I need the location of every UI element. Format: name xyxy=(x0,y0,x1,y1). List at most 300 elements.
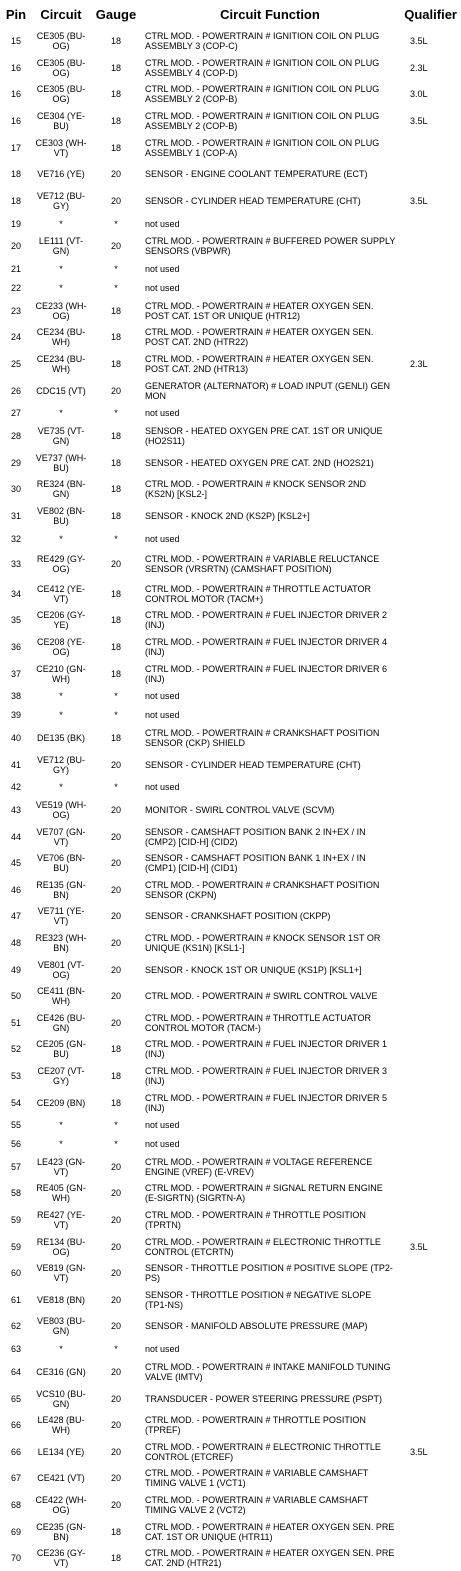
circuit-cell: VE735 (VT-GN) xyxy=(37,425,85,446)
circuit-cell: RE135 (GN-BN) xyxy=(36,879,86,900)
circuit-cell: RE134 (BU-OG) xyxy=(36,1236,86,1257)
qualifier-cell xyxy=(398,502,461,529)
pin-cell: 48 xyxy=(10,937,21,948)
circuit-cell: RE429 (GY-OG) xyxy=(36,554,86,575)
circuit-cell: RE324 (BN-GN) xyxy=(36,479,86,500)
function-cell: CTRL MOD. - POWERTRAIN # THROTTLE POSITION (TPRTN) xyxy=(145,1210,366,1231)
qualifier-cell xyxy=(398,449,461,476)
qualifier-cell xyxy=(398,1036,461,1063)
circuit-cell: VE801 (VT-OG) xyxy=(37,959,85,980)
circuit-cell: CE209 (BN) xyxy=(36,1097,86,1108)
table-row xyxy=(0,476,461,503)
function-cell: not used xyxy=(145,408,180,419)
gauge-cell: * xyxy=(114,1139,118,1150)
pin-cell: 62 xyxy=(10,1321,21,1332)
qualifier-cell: 3.0L xyxy=(410,89,428,100)
qualifier-cell xyxy=(398,956,461,983)
table-row xyxy=(0,1359,461,1386)
table-row xyxy=(0,751,461,778)
function-cell: SENSOR - HEATED OXYGEN PRE CAT. 1ST OR UNIQUE (HO2S11) xyxy=(145,425,383,446)
qualifier-cell xyxy=(398,1063,461,1090)
circuit-cell: RE427 (YE-VT) xyxy=(36,1210,86,1231)
gauge-cell: 18 xyxy=(110,62,121,73)
circuit-cell: CE208 (YE-OG) xyxy=(36,636,86,657)
function-cell: CTRL MOD. - POWERTRAIN # FUEL INJECTOR DRIVER 2 (INJ) xyxy=(145,610,388,631)
table-row xyxy=(0,1233,461,1260)
gauge-cell: 20 xyxy=(110,759,121,770)
function-cell: CTRL MOD. - POWERTRAIN # VARIABLE RELUCTANCE SENSOR (VRSRTN) (CAMSHAFT POSITION) xyxy=(145,554,380,575)
circuit-cell: CE305 (BU-OG) xyxy=(36,84,86,105)
table-row xyxy=(0,1063,461,1090)
pin-cell: 36 xyxy=(10,641,21,652)
qualifier-cell xyxy=(398,823,461,850)
function-cell: CTRL MOD. - POWERTRAIN # HEATER OXYGEN SEN. POST CAT. 1ST OR UNIQUE (HTR12) xyxy=(145,300,374,321)
circuit-column-header: Circuit xyxy=(40,6,82,22)
qualifier-cell xyxy=(398,548,461,581)
pin-cell: 27 xyxy=(10,408,21,419)
gauge-cell: 20 xyxy=(110,964,121,975)
function-cell: SENSOR - CAMSHAFT POSITION BANK 1 IN+EX / IN (CMP1) [CID-H] (CID1) xyxy=(145,853,366,874)
table-row xyxy=(0,404,461,423)
table-row xyxy=(0,55,461,82)
circuit-cell: * xyxy=(59,782,63,793)
pin-cell: 51 xyxy=(10,1017,21,1028)
function-cell: CTRL MOD. - POWERTRAIN # IGNITION COIL ON PLUG ASSEMBLY 1 (COP-A) xyxy=(145,137,380,158)
gauge-cell: 20 xyxy=(110,559,121,570)
pin-cell: 47 xyxy=(10,911,21,922)
table-row xyxy=(0,548,461,581)
circuit-cell: CE235 (GN-BN) xyxy=(36,1521,86,1542)
pin-cell: 26 xyxy=(10,385,21,396)
gauge-cell: 20 xyxy=(110,1161,121,1172)
pin-cell: 50 xyxy=(10,991,21,1002)
table-row xyxy=(0,1154,461,1181)
circuit-cell: VE737 (WH-BU) xyxy=(35,452,87,473)
table-row xyxy=(0,351,461,378)
table-row xyxy=(0,260,461,279)
pin-cell: 33 xyxy=(10,559,21,570)
pin-cell: 66 xyxy=(10,1420,21,1431)
table-row xyxy=(0,903,461,930)
gauge-cell: 18 xyxy=(110,668,121,679)
qualifier-cell xyxy=(398,930,461,957)
gauge-cell: * xyxy=(114,264,118,275)
function-cell: CTRL MOD. - POWERTRAIN # SWIRL CONTROL VALVE xyxy=(145,991,378,1002)
table-row xyxy=(0,81,461,108)
gauge-cell: 18 xyxy=(110,1526,121,1537)
table-row xyxy=(0,956,461,983)
circuit-cell: CE205 (GN-BU) xyxy=(36,1039,86,1060)
table-row xyxy=(0,28,461,55)
function-cell: CTRL MOD. - POWERTRAIN # IGNITION COIL ON PLUG ASSEMBLY 4 (COP-D) xyxy=(145,57,380,78)
qualifier-cell xyxy=(398,983,461,1010)
function-cell: not used xyxy=(145,264,180,275)
pin-cell: 37 xyxy=(10,668,21,679)
qualifier-cell xyxy=(398,706,461,725)
circuit-cell: CE304 (YE-BU) xyxy=(36,111,86,132)
header-row xyxy=(0,0,461,28)
pin-cell: 67 xyxy=(10,1473,21,1484)
table-row xyxy=(0,188,461,215)
gauge-column-header: Gauge xyxy=(95,6,137,22)
function-cell: CTRL MOD. - POWERTRAIN # SIGNAL RETURN ENGINE (E-SIGRTN) (SIGRTN-A) xyxy=(145,1183,383,1204)
gauge-cell: 18 xyxy=(110,588,121,599)
qualifier-cell xyxy=(398,377,461,404)
gauge-cell: 20 xyxy=(110,884,121,895)
table-header xyxy=(0,0,461,28)
table-row xyxy=(0,1545,461,1571)
function-cell: CTRL MOD. - POWERTRAIN # HEATER OXYGEN SEN. POST CAT. 2ND (HTR13) xyxy=(145,353,374,374)
table-row xyxy=(0,1313,461,1340)
function-cell: CTRL MOD. - POWERTRAIN # FUEL INJECTOR DRIVER 4 (INJ) xyxy=(145,636,388,657)
pin-cell: 42 xyxy=(10,782,21,793)
function-cell: CTRL MOD. - POWERTRAIN # HEATER OXYGEN SEN. POST CAT. 2ND (HTR22) xyxy=(145,327,374,348)
pin-cell: 54 xyxy=(10,1097,21,1108)
circuit-cell: * xyxy=(59,282,63,293)
qualifier-cell xyxy=(398,1287,461,1314)
table-row xyxy=(0,297,461,324)
circuit-cell: CE303 (WH-VT) xyxy=(35,137,87,158)
qualifier-cell xyxy=(398,1116,461,1135)
gauge-cell: 20 xyxy=(110,1473,121,1484)
qualifier-cell xyxy=(398,260,461,279)
circuit-cell: CE316 (GN) xyxy=(36,1366,86,1377)
table-row xyxy=(0,502,461,529)
qualifier-cell xyxy=(398,214,461,233)
function-cell: CTRL MOD. - POWERTRAIN # KNOCK SENSOR 2ND (KS2N) [KSL2-] xyxy=(145,479,367,500)
pin-cell: 59 xyxy=(10,1241,21,1252)
gauge-cell: 18 xyxy=(110,732,121,743)
qualifier-cell xyxy=(398,778,461,797)
circuit-cell: CE422 (WH-OG) xyxy=(35,1494,87,1515)
table-row xyxy=(0,1492,461,1519)
gauge-cell: 18 xyxy=(110,116,121,127)
circuit-cell: VE716 (YE) xyxy=(37,169,85,180)
pin-cell: 45 xyxy=(10,858,21,869)
pin-cell: 41 xyxy=(10,759,21,770)
function-cell: SENSOR - KNOCK 1ST OR UNIQUE (KS1P) [KSL1+] xyxy=(145,964,362,975)
circuit-cell: CE234 (BU-WH) xyxy=(36,327,86,348)
pin-cell: 63 xyxy=(10,1344,21,1355)
circuit-cell: CE207 (VT-GY) xyxy=(37,1065,85,1086)
function-cell: CTRL MOD. - POWERTRAIN # BUFFERED POWER SUPPLY SENSORS (VBPWR) xyxy=(145,236,396,257)
pin-cell: 38 xyxy=(10,691,21,702)
pin-cell: 32 xyxy=(10,533,21,544)
gauge-cell: 20 xyxy=(110,804,121,815)
qualifier-cell xyxy=(398,134,461,161)
pin-cell: 55 xyxy=(10,1120,21,1131)
circuit-cell: VE707 (GN-VT) xyxy=(36,826,86,847)
gauge-cell: 20 xyxy=(110,831,121,842)
function-cell: not used xyxy=(145,282,180,293)
circuit-cell: * xyxy=(59,264,63,275)
table-row xyxy=(0,778,461,797)
circuit-cell: VE818 (BN) xyxy=(36,1294,86,1305)
gauge-cell: * xyxy=(114,1120,118,1131)
qualifier-cell xyxy=(398,1359,461,1386)
circuit-cell: * xyxy=(59,218,63,229)
pin-cell: 40 xyxy=(10,732,21,743)
qualifier-cell xyxy=(398,161,461,188)
gauge-cell: 18 xyxy=(110,89,121,100)
qualifier-cell xyxy=(398,1089,461,1116)
circuit-cell: * xyxy=(59,1139,63,1150)
gauge-cell: 18 xyxy=(110,430,121,441)
circuit-cell: CE305 (BU-OG) xyxy=(36,57,86,78)
circuit-cell: CE206 (GY-YE) xyxy=(36,610,86,631)
gauge-cell: 20 xyxy=(110,169,121,180)
gauge-cell: 20 xyxy=(110,1446,121,1457)
gauge-cell: 20 xyxy=(110,241,121,252)
circuit-cell: VE803 (BU-GN) xyxy=(36,1316,86,1337)
qualifier-cell xyxy=(398,1340,461,1359)
qualifier-cell: 3.5L xyxy=(410,116,428,127)
table-row xyxy=(0,134,461,161)
pin-cell: 22 xyxy=(10,282,21,293)
pin-cell: 25 xyxy=(10,358,21,369)
function-cell: CTRL MOD. - POWERTRAIN # INTAKE MANIFOLD TUNING VALVE (IMTV) xyxy=(145,1361,391,1382)
gauge-cell: 18 xyxy=(110,641,121,652)
gauge-cell: 18 xyxy=(110,305,121,316)
circuit-cell: VE819 (GN-VT) xyxy=(36,1263,86,1284)
function-cell: SENSOR - CYLINDER HEAD TEMPERATURE (CHT) xyxy=(145,759,361,770)
pin-cell: 57 xyxy=(10,1161,21,1172)
qualifier-cell xyxy=(398,1180,461,1207)
gauge-cell: * xyxy=(114,533,118,544)
pin-cell: 39 xyxy=(10,710,21,721)
table-row xyxy=(0,449,461,476)
gauge-cell: 20 xyxy=(110,1499,121,1510)
function-cell: not used xyxy=(145,218,180,229)
table-row xyxy=(0,377,461,404)
function-cell: not used xyxy=(145,1344,180,1355)
circuit-cell: * xyxy=(59,691,63,702)
gauge-cell: * xyxy=(114,218,118,229)
table-row xyxy=(0,706,461,725)
table-row xyxy=(0,1135,461,1154)
gauge-cell: 18 xyxy=(110,1097,121,1108)
function-cell: SENSOR - MANIFOLD ABSOLUTE PRESSURE (MAP) xyxy=(145,1321,368,1332)
qualifier-cell: 3.5L xyxy=(410,1241,428,1252)
table-row xyxy=(0,161,461,188)
pin-cell: 23 xyxy=(10,305,21,316)
qualifier-cell xyxy=(398,423,461,450)
table-row xyxy=(0,634,461,661)
circuit-cell: * xyxy=(59,533,63,544)
qualifier-cell: 3.5L xyxy=(410,195,428,206)
qualifier-cell xyxy=(398,404,461,423)
circuit-cell: VCS10 (BU-GN) xyxy=(36,1388,86,1409)
gauge-cell: 20 xyxy=(110,1268,121,1279)
table-row xyxy=(0,1465,461,1492)
gauge-cell: 20 xyxy=(110,1420,121,1431)
circuit-cell: CE421 (VT) xyxy=(37,1473,85,1484)
function-cell: CTRL MOD. - POWERTRAIN # CRANKSHAFT POSITION SENSOR (CKP) SHIELD xyxy=(145,727,380,748)
qualifier-cell: 2.3L xyxy=(410,62,428,73)
table-row xyxy=(0,687,461,706)
qualifier-cell xyxy=(398,1154,461,1181)
function-cell: CTRL MOD. - POWERTRAIN # IGNITION COIL ON PLUG ASSEMBLY 2 (COP-B) xyxy=(145,84,380,105)
table-row xyxy=(0,1180,461,1207)
function-cell: CTRL MOD. - POWERTRAIN # THROTTLE ACTUATOR CONTROL MOTOR (TACM+) xyxy=(145,583,372,604)
table-row xyxy=(0,1260,461,1287)
function-cell: not used xyxy=(145,1120,180,1131)
qualifier-cell: 3.5L xyxy=(410,1446,428,1457)
qualifier-cell xyxy=(398,903,461,930)
qualifier-cell xyxy=(398,797,461,824)
circuit-cell: CE234 (BU-WH) xyxy=(36,353,86,374)
pin-cell: 34 xyxy=(10,588,21,599)
pin-cell: 68 xyxy=(10,1499,21,1510)
function-cell: not used xyxy=(145,710,180,721)
pin-cell: 46 xyxy=(10,884,21,895)
function-cell: CTRL MOD. - POWERTRAIN # IGNITION COIL ON PLUG ASSEMBLY 3 (COP-C) xyxy=(145,31,380,52)
table-row xyxy=(0,1009,461,1036)
table-row xyxy=(0,660,461,687)
function-cell: CTRL MOD. - POWERTRAIN # KNOCK SENSOR 1ST OR UNIQUE (KS1N) [KSL1-] xyxy=(145,932,381,953)
table-row xyxy=(0,1340,461,1359)
pin-cell: 29 xyxy=(10,457,21,468)
table-row xyxy=(0,876,461,903)
pin-cell: 18 xyxy=(10,195,21,206)
table-row xyxy=(0,1438,461,1465)
gauge-cell: 18 xyxy=(110,484,121,495)
qualifier-cell xyxy=(398,660,461,687)
pin-cell: 60 xyxy=(10,1268,21,1279)
table-row xyxy=(0,1036,461,1063)
function-cell: CTRL MOD. - POWERTRAIN # ELECTRONIC THROTTLE CONTROL (ETCRTN) xyxy=(145,1236,381,1257)
pin-column-header: Pin xyxy=(5,6,27,22)
pin-cell: 64 xyxy=(10,1366,21,1377)
table-row xyxy=(0,423,461,450)
qualifier-cell xyxy=(398,1135,461,1154)
gauge-cell: 18 xyxy=(110,1553,121,1564)
gauge-cell: 20 xyxy=(110,911,121,922)
table-row xyxy=(0,1207,461,1234)
pin-cell: 65 xyxy=(10,1393,21,1404)
pin-cell: 69 xyxy=(10,1526,21,1537)
gauge-cell: 18 xyxy=(110,510,121,521)
gauge-cell: 18 xyxy=(110,142,121,153)
circuit-cell: CE412 (YE-VT) xyxy=(36,583,86,604)
function-cell: SENSOR - THROTTLE POSITION # NEGATIVE SLOPE (TP1-NS) xyxy=(145,1289,372,1310)
function-cell: CTRL MOD. - POWERTRAIN # FUEL INJECTOR DRIVER 5 (INJ) xyxy=(145,1092,388,1113)
function-cell: SENSOR - ENGINE COOLANT TEMPERATURE (ECT) xyxy=(145,169,368,180)
qualifier-cell xyxy=(398,1009,461,1036)
pin-cell: 20 xyxy=(10,241,21,252)
circuit-cell: LE423 (GN-VT) xyxy=(36,1156,86,1177)
function-cell: CTRL MOD. - POWERTRAIN # ELECTRONIC THROTTLE CONTROL (ETCREF) xyxy=(145,1441,381,1462)
qualifier-cell xyxy=(398,1492,461,1519)
qualifier-cell xyxy=(398,1412,461,1439)
gauge-cell: 20 xyxy=(110,858,121,869)
qualifier-cell xyxy=(398,634,461,661)
circuit-cell: * xyxy=(59,710,63,721)
qualifier-cell xyxy=(398,1313,461,1340)
qualifier-cell xyxy=(398,476,461,503)
gauge-cell: * xyxy=(114,710,118,721)
gauge-cell: * xyxy=(114,282,118,293)
qualifier-cell xyxy=(398,725,461,752)
table-row xyxy=(0,797,461,824)
function-cell: SENSOR - THROTTLE POSITION # POSITIVE SLOPE (TP2-PS) xyxy=(145,1263,393,1284)
circuit-cell: CE233 (WH-OG) xyxy=(35,300,87,321)
circuit-cell: CE411 (BN-WH) xyxy=(37,986,85,1007)
circuit-cell: LE428 (BU-WH) xyxy=(37,1415,85,1436)
function-cell: CTRL MOD. - POWERTRAIN # THROTTLE ACTUATOR CONTROL MOTOR (TACM-) xyxy=(145,1012,372,1033)
gauge-cell: 20 xyxy=(110,1393,121,1404)
pin-cell: 43 xyxy=(10,804,21,815)
gauge-cell: 20 xyxy=(110,1017,121,1028)
table-row xyxy=(0,983,461,1010)
function-cell: SENSOR - KNOCK 2ND (KS2P) [KSL2+] xyxy=(145,510,310,521)
table-row xyxy=(0,279,461,298)
qualifier-cell xyxy=(398,876,461,903)
function-cell: CTRL MOD. - POWERTRAIN # FUEL INJECTOR DRIVER 1 (INJ) xyxy=(145,1039,388,1060)
pin-cell: 56 xyxy=(10,1139,21,1150)
circuit-cell: VE706 (BN-BU) xyxy=(36,853,86,874)
function-cell: GENERATOR (ALTERNATOR) # LOAD INPUT (GENLI) GEN MON xyxy=(145,380,391,401)
gauge-cell: 18 xyxy=(110,332,121,343)
pin-cell: 59 xyxy=(10,1215,21,1226)
gauge-cell: 18 xyxy=(110,457,121,468)
circuit-cell: * xyxy=(59,1344,63,1355)
function-cell: CTRL MOD. - POWERTRAIN # VARIABLE CAMSHAFT TIMING VALVE 1 (VCT1) xyxy=(145,1468,369,1489)
function-cell: SENSOR - HEATED OXYGEN PRE CAT. 2ND (HO2S21) xyxy=(145,457,374,468)
pin-cell: 66 xyxy=(10,1446,21,1457)
pin-cell: 58 xyxy=(10,1188,21,1199)
circuit-cell: CE210 (GN-WH) xyxy=(36,663,86,684)
table-row xyxy=(0,580,461,607)
pin-cell: 53 xyxy=(10,1070,21,1081)
function-cell: not used xyxy=(145,691,180,702)
circuit-cell: RE323 (WH-BN) xyxy=(35,932,87,953)
gauge-cell: 18 xyxy=(110,36,121,47)
circuit-cell: CE305 (BU-OG) xyxy=(36,31,86,52)
gauge-cell: * xyxy=(114,782,118,793)
qualifier-cell xyxy=(398,297,461,324)
circuit-cell: CE426 (BU-GN) xyxy=(36,1012,86,1033)
pin-cell: 31 xyxy=(10,510,21,521)
function-cell: TRANSDUCER - POWER STEERING PRESSURE (PSPT) xyxy=(145,1393,383,1404)
table-row xyxy=(0,529,461,548)
pin-cell: 52 xyxy=(10,1044,21,1055)
gauge-cell: 20 xyxy=(110,1241,121,1252)
qualifier-cell: 3.5L xyxy=(410,36,428,47)
function-cell: SENSOR - CAMSHAFT POSITION BANK 2 IN+EX / IN (CMP2) [CID-H] (CID2) xyxy=(145,826,366,847)
qualifier-cell xyxy=(398,1260,461,1287)
pin-cell: 18 xyxy=(10,169,21,180)
qualifier-cell xyxy=(398,279,461,298)
qualifier-cell xyxy=(398,751,461,778)
qualifier-cell xyxy=(398,324,461,351)
qualifier-cell xyxy=(398,850,461,877)
gauge-cell: 20 xyxy=(110,1294,121,1305)
table-row xyxy=(0,233,461,260)
table-row xyxy=(0,108,461,135)
table-row xyxy=(0,930,461,957)
qualifier-column-header: Qualifier xyxy=(404,6,457,22)
gauge-cell: 20 xyxy=(110,195,121,206)
gauge-cell: * xyxy=(114,691,118,702)
pin-cell: 44 xyxy=(10,831,21,842)
gauge-cell: 20 xyxy=(110,385,121,396)
pin-cell: 19 xyxy=(10,218,21,229)
pin-cell: 49 xyxy=(10,964,21,975)
table-row xyxy=(0,850,461,877)
qualifier-cell xyxy=(398,580,461,607)
function-cell: not used xyxy=(145,533,180,544)
